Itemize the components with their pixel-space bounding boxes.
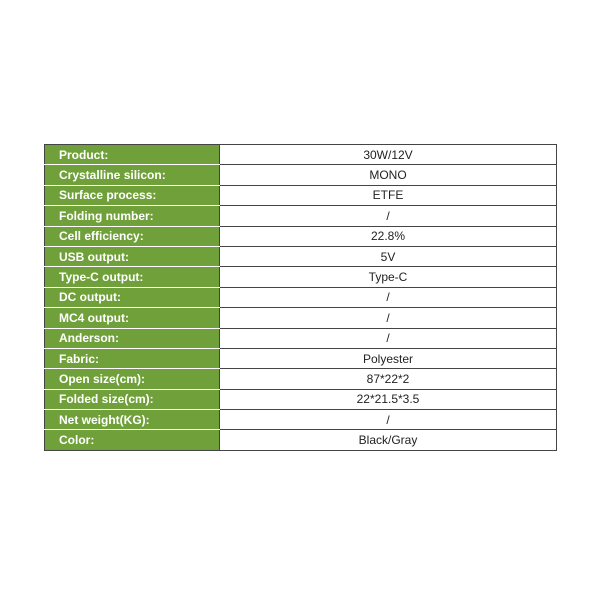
spec-value: 87*22*2 — [220, 369, 557, 389]
spec-label: Net weight(KG): — [45, 410, 220, 430]
spec-label: Surface process: — [45, 185, 220, 205]
spec-label: Fabric: — [45, 348, 220, 368]
spec-label: Crystalline silicon: — [45, 165, 220, 185]
spec-value: Polyester — [220, 348, 557, 368]
spec-value: MONO — [220, 165, 557, 185]
spec-label: Product: — [45, 145, 220, 165]
spec-value: 22*21.5*3.5 — [220, 389, 557, 409]
spec-value: ETFE — [220, 185, 557, 205]
table-row — [45, 430, 557, 450]
table-row — [45, 206, 557, 226]
spec-value: / — [220, 328, 557, 348]
spec-value: / — [220, 410, 557, 430]
spec-value: 30W/12V — [220, 145, 557, 165]
spec-label: Cell efficiency: — [45, 226, 220, 246]
spec-label: Folding number: — [45, 206, 220, 226]
spec-value: Black/Gray — [220, 430, 557, 450]
table-row — [45, 165, 557, 185]
spec-label: Anderson: — [45, 328, 220, 348]
table-row — [45, 246, 557, 266]
spec-value: / — [220, 206, 557, 226]
spec-value: Type-C — [220, 267, 557, 287]
spec-label: Folded size(cm): — [45, 389, 220, 409]
table-row — [45, 389, 557, 409]
table-row — [45, 185, 557, 205]
spec-value: / — [220, 308, 557, 328]
table-row — [45, 145, 557, 165]
spec-value: / — [220, 287, 557, 307]
table-row — [45, 267, 557, 287]
table-row — [45, 226, 557, 246]
table-row — [45, 369, 557, 389]
spec-label: DC output: — [45, 287, 220, 307]
spec-table — [44, 144, 557, 451]
spec-label: USB output: — [45, 246, 220, 266]
spec-label: MC4 output: — [45, 308, 220, 328]
spec-value: 5V — [220, 246, 557, 266]
table-row — [45, 287, 557, 307]
table-row — [45, 348, 557, 368]
spec-label: Type-C output: — [45, 267, 220, 287]
table-row — [45, 308, 557, 328]
spec-value: 22.8% — [220, 226, 557, 246]
table-row — [45, 328, 557, 348]
table-row — [45, 410, 557, 430]
spec-label: Open size(cm): — [45, 369, 220, 389]
spec-label: Color: — [45, 430, 220, 450]
